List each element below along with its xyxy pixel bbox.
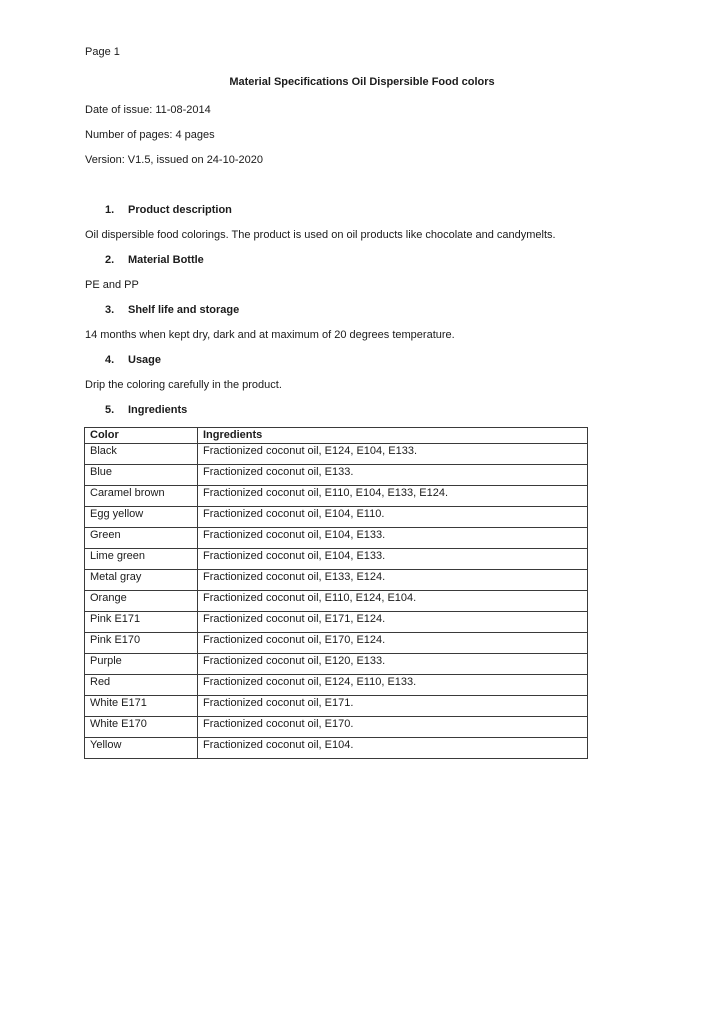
section-number: 4. xyxy=(105,354,115,366)
ingredients-cell: Fractionized coconut oil, E104, E133. xyxy=(198,528,588,549)
ingredients-cell: Fractionized coconut oil, E124, E110, E133. xyxy=(198,675,588,696)
color-cell: White E171 xyxy=(85,696,198,717)
page-number-label: Page 1 xyxy=(85,46,120,58)
table-row xyxy=(85,738,588,759)
section-heading-label: Product description xyxy=(128,204,232,216)
table-row xyxy=(85,675,588,696)
section-body-usage: Drip the coloring carefully in the product. xyxy=(85,379,282,391)
section-heading-ingredients xyxy=(85,403,639,417)
color-cell: Egg yellow xyxy=(85,507,198,528)
color-cell: Red xyxy=(85,675,198,696)
color-cell: Pink E170 xyxy=(85,633,198,654)
section-number: 1. xyxy=(105,204,115,216)
section-heading-usage xyxy=(85,353,639,367)
document-title: Material Specifications Oil Dispersible Food colors xyxy=(229,76,495,88)
ingredients-cell: Fractionized coconut oil, E120, E133. xyxy=(198,654,588,675)
table-row xyxy=(85,612,588,633)
table-row xyxy=(85,507,588,528)
section-heading-shelf-life xyxy=(85,303,639,317)
ingredients-cell: Fractionized coconut oil, E133, E124. xyxy=(198,570,588,591)
color-cell: White E170 xyxy=(85,717,198,738)
ingredients-cell: Fractionized coconut oil, E171. xyxy=(198,696,588,717)
color-cell: Green xyxy=(85,528,198,549)
color-cell: Caramel brown xyxy=(85,486,198,507)
color-cell: Yellow xyxy=(85,738,198,759)
table-row xyxy=(85,696,588,717)
ingredients-cell: Fractionized coconut oil, E104, E133. xyxy=(198,549,588,570)
table-row xyxy=(85,549,588,570)
section-heading-label: Material Bottle xyxy=(128,254,204,266)
section-number: 5. xyxy=(105,404,115,416)
table-row xyxy=(85,570,588,591)
version-line: Version: V1.5, issued on 24-10-2020 xyxy=(85,154,263,166)
color-cell: Blue xyxy=(85,465,198,486)
date-of-issue-line: Date of issue: 11-08-2014 xyxy=(85,104,211,116)
ingredients-cell: Fractionized coconut oil, E110, E104, E133, E124. xyxy=(198,486,588,507)
color-cell: Orange xyxy=(85,591,198,612)
section-number: 2. xyxy=(105,254,115,266)
ingredients-cell: Fractionized coconut oil, E170. xyxy=(198,717,588,738)
table-row xyxy=(85,528,588,549)
ingredients-cell: Fractionized coconut oil, E124, E104, E133. xyxy=(198,444,588,465)
section-heading-product-description xyxy=(85,203,639,217)
section-body-material-bottle: PE and PP xyxy=(85,279,139,291)
section-body-shelf-life: 14 months when kept dry, dark and at maximum of 20 degrees temperature. xyxy=(85,329,455,341)
ingredients-cell: Fractionized coconut oil, E104, E110. xyxy=(198,507,588,528)
color-cell: Purple xyxy=(85,654,198,675)
column-header-color: Color xyxy=(85,428,198,444)
table-row xyxy=(85,444,588,465)
section-heading-label: Shelf life and storage xyxy=(128,304,240,316)
ingredients-cell: Fractionized coconut oil, E170, E124. xyxy=(198,633,588,654)
color-cell: Metal gray xyxy=(85,570,198,591)
number-of-pages-line: Number of pages: 4 pages xyxy=(85,129,215,141)
table-row xyxy=(85,654,588,675)
color-cell: Black xyxy=(85,444,198,465)
ingredients-cell: Fractionized coconut oil, E171, E124. xyxy=(198,612,588,633)
ingredients-table xyxy=(84,427,588,759)
section-body-product-description: Oil dispersible food colorings. The product is used on oil products like chocolate and candymelts. xyxy=(85,229,556,241)
section-heading-label: Ingredients xyxy=(128,404,188,416)
section-number: 3. xyxy=(105,304,115,316)
column-header-ingredients: Ingredients xyxy=(198,428,588,444)
table-header-row xyxy=(85,428,588,444)
color-cell: Lime green xyxy=(85,549,198,570)
section-heading-material-bottle xyxy=(85,253,639,267)
ingredients-cell: Fractionized coconut oil, E110, E124, E104. xyxy=(198,591,588,612)
table-row xyxy=(85,633,588,654)
table-row xyxy=(85,717,588,738)
ingredients-cell: Fractionized coconut oil, E133. xyxy=(198,465,588,486)
table-row xyxy=(85,591,588,612)
section-heading-label: Usage xyxy=(128,354,162,366)
color-cell: Pink E171 xyxy=(85,612,198,633)
table-row xyxy=(85,486,588,507)
ingredients-cell: Fractionized coconut oil, E104. xyxy=(198,738,588,759)
table-row xyxy=(85,465,588,486)
